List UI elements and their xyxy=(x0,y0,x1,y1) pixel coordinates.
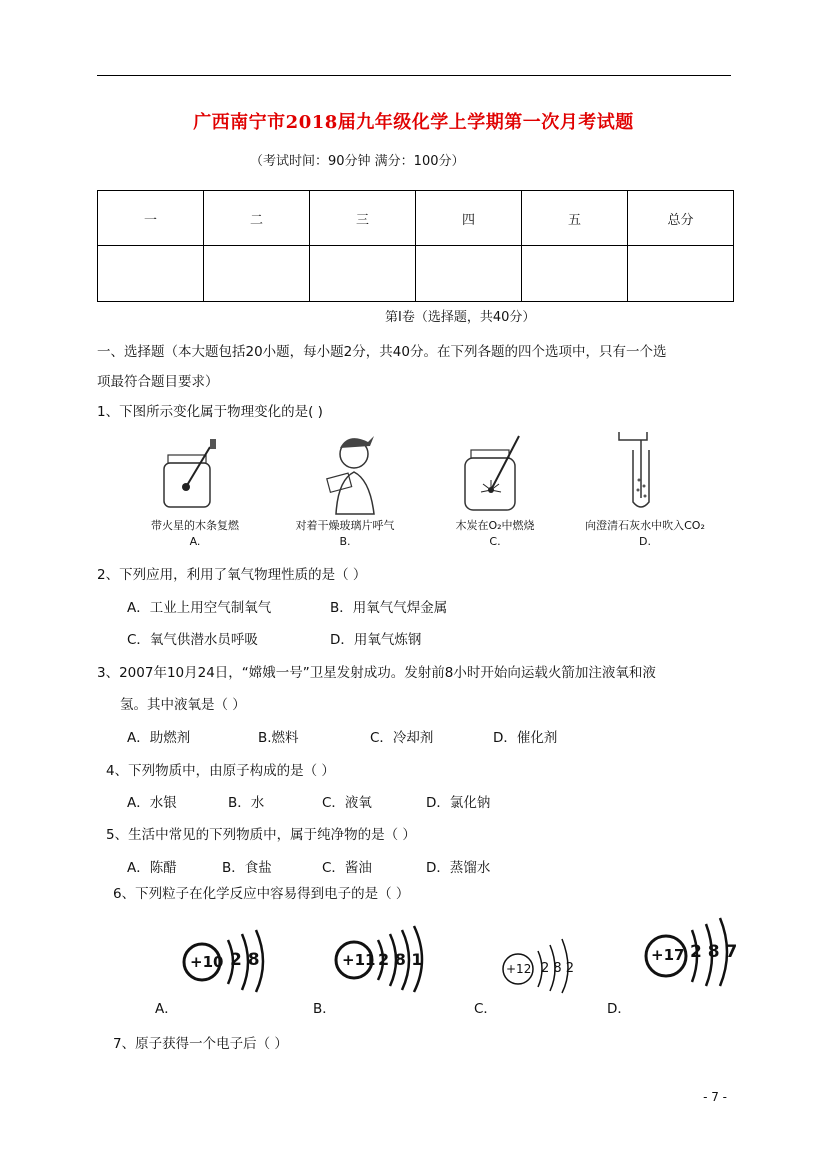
score-cell xyxy=(522,246,628,302)
score-header-1: 一 xyxy=(98,191,204,246)
page-title: 广西南宁市2018届九年级化学上学期第一次月考试题 xyxy=(193,112,634,133)
test-tube-icon xyxy=(605,430,675,515)
q4-option-d: D．氯化钠 xyxy=(426,795,491,811)
q5-option-d: D．蒸馏水 xyxy=(426,860,491,876)
jar-charcoal-icon xyxy=(455,430,535,515)
q5-option-c: C．酱油 xyxy=(322,860,372,876)
score-header-3: 三 xyxy=(310,191,416,246)
jar-splint-icon xyxy=(150,435,230,515)
q2-option-d: D．用氧气炼钢 xyxy=(330,632,422,648)
q3-option-a: A．助燃剂 xyxy=(127,730,191,746)
q4-stem: 4、下列物质中，由原子构成的是（ ） xyxy=(106,763,335,779)
q2-option-c: C．氧气供潜水员呼吸 xyxy=(127,632,258,648)
q2-stem: 2、下列应用，利用了氧气物理性质的是（ ） xyxy=(97,567,367,583)
atom-c-nucleus: +12 xyxy=(506,962,532,976)
q5-option-a: A．陈醋 xyxy=(127,860,177,876)
atom-a-nucleus: +10 xyxy=(190,953,224,971)
q3-stem-line-2: 氢。其中液氧是（ ） xyxy=(120,697,246,713)
atom-b-nucleus: +11 xyxy=(342,951,376,969)
score-cell xyxy=(310,246,416,302)
q1-letter-d: D. xyxy=(639,535,651,548)
q5-stem: 5、生活中常见的下列物质中，属于纯净物的是（ ） xyxy=(106,827,416,843)
q1-stem: 1、下图所示变化属于物理变化的是( ) xyxy=(97,404,323,420)
q2-option-b: B．用氧气气焊金属 xyxy=(330,600,448,616)
score-cell xyxy=(204,246,310,302)
score-header-total: 总分 xyxy=(628,191,734,246)
girl-breathing-icon xyxy=(318,430,388,515)
header-rule xyxy=(97,75,731,76)
instructions-line-2: 项最符合题目要求） xyxy=(97,374,219,390)
q1-letter-c: C. xyxy=(489,535,501,548)
q3-option-b: B.燃料 xyxy=(258,730,299,746)
q7-stem: 7、原子获得一个电子后（ ） xyxy=(113,1036,288,1052)
q1-letter-b: B. xyxy=(339,535,351,548)
exam-info: （考试时间：90分钟 满分：100分） xyxy=(250,154,465,169)
atom-b-shells: 2 8 1 xyxy=(378,950,423,969)
q6-letter-d: D． xyxy=(607,1001,631,1017)
atom-diagram-c xyxy=(498,925,598,995)
q1-caption-d: 向澄清石灰水中吹入CO₂ xyxy=(585,519,705,532)
atom-d-shells: 2 8 7 xyxy=(690,942,738,962)
q4-option-c: C．液氧 xyxy=(322,795,372,811)
score-cell xyxy=(416,246,522,302)
q1-caption-a: 带火星的木条复燃 xyxy=(151,519,239,532)
atom-d-nucleus: +17 xyxy=(651,946,685,964)
q6-letter-b: B． xyxy=(313,1001,336,1017)
score-header-5: 五 xyxy=(522,191,628,246)
q1-caption-c: 木炭在O₂中燃烧 xyxy=(455,519,535,532)
q6-stem: 6、下列粒子在化学反应中容易得到电子的是（ ） xyxy=(113,886,410,902)
q6-letter-a: A． xyxy=(155,1001,178,1017)
q6-letter-c: C． xyxy=(474,1001,497,1017)
q1-letter-a: A. xyxy=(189,535,201,548)
atom-a-shells: 2 8 xyxy=(230,950,260,970)
score-cell xyxy=(98,246,204,302)
score-table xyxy=(97,190,734,302)
score-header-4: 四 xyxy=(416,191,522,246)
score-header-2: 二 xyxy=(204,191,310,246)
q5-option-b: B．食盐 xyxy=(222,860,272,876)
section-title: 第Ⅰ卷（选择题，共40分） xyxy=(385,310,536,325)
q2-option-a: A．工业上用空气制氧气 xyxy=(127,600,272,616)
page-number: - 7 - xyxy=(703,1090,727,1104)
score-cell xyxy=(628,246,734,302)
q4-option-a: A．水银 xyxy=(127,795,177,811)
instructions-line-1: 一、选择题（本大题包括20小题，每小题2分，共40分。在下列各题的四个选项中，只有一个选 xyxy=(97,344,667,360)
q3-stem-line-1: 3、2007年10月24日，“嫦娥一号”卫星发射成功。发射前8小时开始向运载火箭加注液氧和液 xyxy=(97,665,656,681)
q3-option-c: C．冷却剂 xyxy=(370,730,434,746)
q3-option-d: D．催化剂 xyxy=(493,730,558,746)
q1-caption-b: 对着干燥玻璃片呼气 xyxy=(295,519,395,532)
atom-c-shells: 2 8 2 xyxy=(541,961,575,976)
q4-option-b: B．水 xyxy=(228,795,265,811)
